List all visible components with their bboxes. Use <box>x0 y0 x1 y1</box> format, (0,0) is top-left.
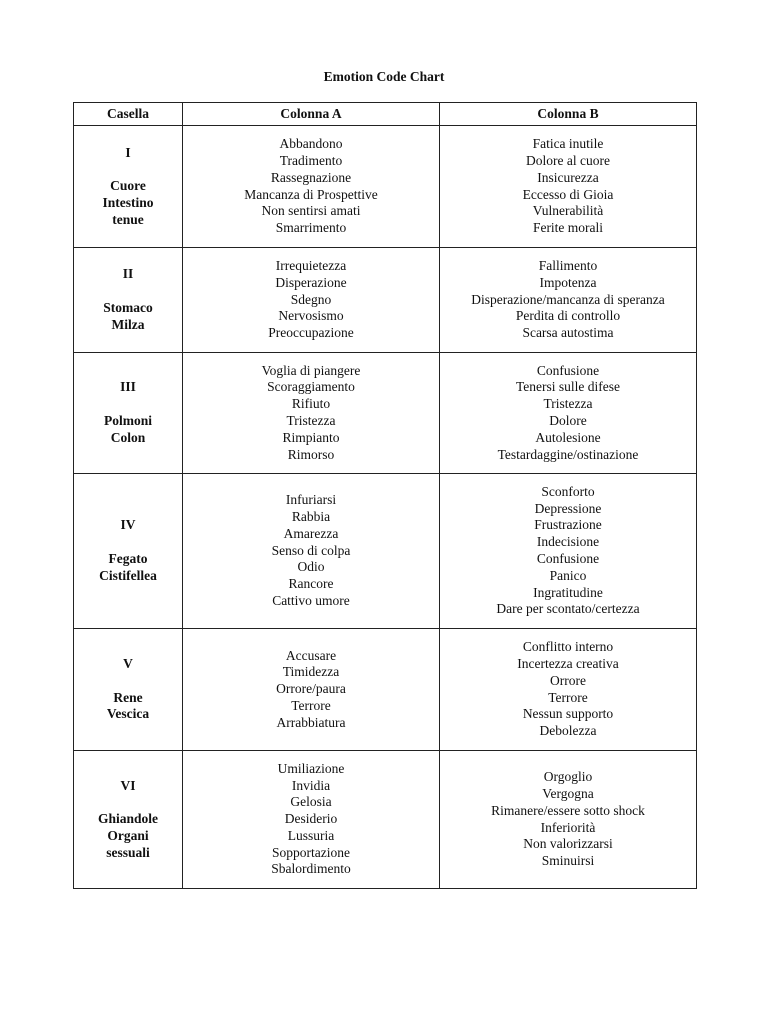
table-row <box>74 629 697 751</box>
organ-label: Cistifellea <box>99 567 157 583</box>
casella-numeral: VI <box>120 777 136 793</box>
colonna-a-cell <box>183 629 440 751</box>
emotion-item: Sconforto <box>541 483 595 499</box>
table-row <box>74 126 697 248</box>
emotion-item: Senso di colpa <box>271 542 351 558</box>
emotion-item: Preoccupazione <box>268 325 354 341</box>
emotion-item: Umiliazione <box>277 760 345 776</box>
emotion-item: Scoraggiamento <box>267 379 355 395</box>
emotion-item: Lussuria <box>287 827 335 843</box>
table-body <box>74 126 697 889</box>
emotion-item: Non valorizzarsi <box>523 836 613 852</box>
emotion-item: Rifiuto <box>291 396 331 412</box>
header-colonna-a: Colonna A <box>183 103 440 126</box>
emotion-item: Testardaggine/ostinazione <box>497 446 639 462</box>
emotion-item: Orrore/paura <box>276 681 346 697</box>
emotion-item: Desiderio <box>284 811 338 827</box>
emotion-item: Rimanere/essere sotto shock <box>491 802 645 818</box>
emotion-item: Tradimento <box>279 152 343 168</box>
table-row <box>74 248 697 353</box>
colonna-b-cell <box>440 248 697 353</box>
emotion-item: Tristezza <box>286 413 336 428</box>
header-colonna-b: Colonna B <box>440 103 697 126</box>
emotion-item: Rimpianto <box>282 429 340 445</box>
page-title: Emotion Code Chart <box>323 69 445 84</box>
emotion-item: Infuriarsi <box>285 492 337 508</box>
emotion-item: Panico <box>549 567 587 583</box>
emotion-item: Fallimento <box>538 258 598 273</box>
emotion-item: Sbalordimento <box>271 861 351 877</box>
organ-label: Fegato <box>108 551 148 566</box>
colonna-a-cell <box>183 353 440 474</box>
table-row <box>74 751 697 889</box>
emotion-item: Orrore <box>550 672 586 688</box>
emotion-item: Irrequietezza <box>275 258 347 273</box>
emotion-item: Confusione <box>536 362 600 378</box>
colonna-b-cell <box>440 126 697 248</box>
emotion-item: Incertezza creativa <box>517 655 619 671</box>
table-header-row <box>74 103 697 126</box>
emotion-item: Ferite morali <box>532 220 604 236</box>
emotion-item: Rancore <box>288 576 334 592</box>
emotion-item: Sminuirsi <box>541 853 595 869</box>
emotion-item: Autolesione <box>535 429 601 445</box>
organ-label: Ghiandole <box>97 811 159 827</box>
emotion-item: Conflitto interno <box>522 639 614 655</box>
emotion-item: Rimorso <box>287 446 335 462</box>
organ-label: tenue <box>112 211 144 227</box>
casella-numeral: V <box>123 655 133 671</box>
emotion-item: Scarsa autostima <box>522 325 614 341</box>
emotion-item: Inferiorità <box>540 819 596 835</box>
organ-label: Organi <box>107 827 149 843</box>
emotion-item: Rabbia <box>291 509 331 524</box>
colonna-a-cell <box>183 474 440 629</box>
emotion-item: Tenersi sulle difese <box>515 379 621 395</box>
emotion-item: Frustrazione <box>534 517 602 533</box>
organ-label: Milza <box>111 316 145 332</box>
emotion-item: Fatica inutile <box>532 136 604 152</box>
emotion-item: Indecisione <box>536 534 600 550</box>
emotion-item: Nessun supporto <box>522 706 614 722</box>
casella-numeral: III <box>120 379 136 395</box>
emotion-item: Disperazione <box>275 274 347 290</box>
colonna-a-cell <box>183 248 440 353</box>
emotion-item: Rassegnazione <box>270 169 352 185</box>
emotion-item: Ingratitudine <box>533 584 603 600</box>
colonna-b-cell <box>440 751 697 889</box>
colonna-b-cell <box>440 629 697 751</box>
colonna-b-cell <box>440 474 697 629</box>
emotion-item: Perdita di controllo <box>515 308 621 324</box>
casella-cell <box>74 629 183 751</box>
colonna-b-cell <box>440 353 697 474</box>
emotion-item: Vergogna <box>542 785 594 801</box>
emotion-item: Dolore al cuore <box>526 152 610 168</box>
emotion-item: Timidezza <box>282 664 340 680</box>
casella-cell <box>74 248 183 353</box>
header-casella: Casella <box>74 103 183 126</box>
emotion-item: Abbandono <box>279 136 343 152</box>
emotion-item: Eccesso di Gioia <box>522 186 614 202</box>
emotion-item: Debolezza <box>539 723 597 739</box>
table-row <box>74 474 697 629</box>
emotion-item: Odio <box>297 559 325 575</box>
organ-label: Cuore <box>110 178 146 194</box>
emotion-item: Depressione <box>534 500 602 516</box>
emotion-item: Sdegno <box>290 291 332 307</box>
emotion-item: Dare per scontato/certezza <box>496 601 640 617</box>
emotion-item: Vulnerabilità <box>532 203 604 219</box>
emotion-item: Terrore <box>291 697 331 713</box>
emotion-item: Sopportazione <box>272 844 350 860</box>
emotion-item: Terrore <box>548 689 588 705</box>
emotion-item: Voglia di piangere <box>261 362 361 378</box>
table-row <box>74 353 697 474</box>
organ-label: Colon <box>110 429 146 445</box>
emotion-item: Cattivo umore <box>272 592 350 608</box>
casella-numeral: IV <box>120 517 136 533</box>
emotion-item: Arrabbiatura <box>276 714 346 730</box>
casella-cell <box>74 126 183 248</box>
emotion-item: Impotenza <box>539 274 597 290</box>
organ-label: Intestino <box>102 194 154 210</box>
emotion-item: Gelosia <box>290 794 332 810</box>
casella-numeral: I <box>125 144 131 160</box>
organ-label: Stomaco <box>103 300 153 315</box>
organ-label: sessuali <box>106 844 150 860</box>
emotion-item: Orgoglio <box>543 769 593 785</box>
emotion-item: Mancanza di Prospettive <box>244 186 378 202</box>
emotion-item: Insicurezza <box>537 169 599 185</box>
organ-label: Polmoni <box>103 413 152 428</box>
emotion-item: Tristezza <box>543 396 593 412</box>
emotion-item: Disperazione/mancanza di speranza <box>471 291 665 307</box>
emotion-item: Amarezza <box>283 525 339 541</box>
casella-cell <box>74 474 183 629</box>
organ-label: Vescica <box>106 706 150 722</box>
organ-label: Rene <box>113 689 143 705</box>
emotion-item: Accusare <box>285 647 337 663</box>
colonna-a-cell <box>183 751 440 889</box>
casella-cell <box>74 751 183 889</box>
casella-numeral: II <box>122 266 134 282</box>
emotion-item: Nervosismo <box>278 308 344 324</box>
emotion-item: Invidia <box>291 777 331 793</box>
emotion-item: Confusione <box>536 551 600 566</box>
emotion-item: Dolore <box>549 413 587 428</box>
casella-cell <box>74 353 183 474</box>
emotion-code-table <box>73 102 697 889</box>
emotion-item: Smarrimento <box>275 220 347 236</box>
colonna-a-cell <box>183 126 440 248</box>
emotion-item: Non sentirsi amati <box>261 203 361 219</box>
